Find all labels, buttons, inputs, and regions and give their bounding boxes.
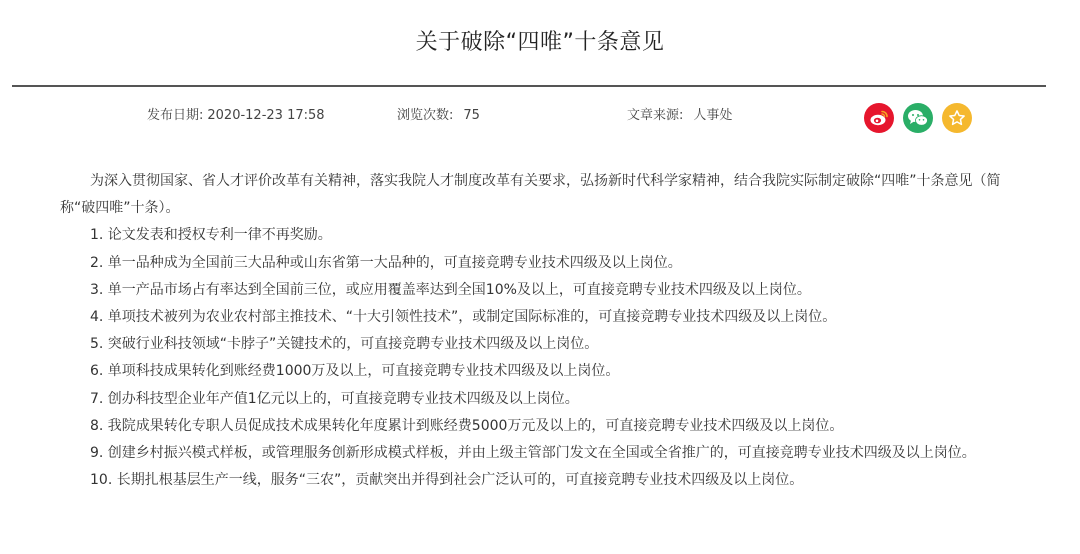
list-item: 2. 单一品种成为全国前三大品种或山东省第一大品种的，可直接竞聘专业技术四级及以上岗位。: [90, 254, 682, 271]
view-count-value: 75: [463, 108, 480, 123]
view-count: [397, 106, 480, 126]
article-source: [627, 106, 732, 126]
view-count-label: 浏览次数:: [397, 108, 454, 123]
list-item: 8. 我院成果转化专职人员促成技术成果转化年度累计到账经费5000万元及以上的，可直接竞聘专业技术四级及以上岗位。: [90, 417, 844, 434]
publish-date: [147, 106, 325, 126]
publish-date-label: 发布日期:: [147, 108, 204, 123]
list-item: 10. 长期扎根基层生产一线，服务“三农”，贡献突出并得到社会广泛认可的，可直接竞聘专业技术四级及以上岗位。: [90, 472, 804, 489]
article-source-value: 人事处: [693, 108, 733, 123]
publish-date-value: 2020-12-23 17:58: [207, 108, 325, 123]
list-item: 9. 创建乡村振兴模式样板，或管理服务创新形成模式样板，并由上级主管部门发文在全国或全省推广的，可直接竞聘专业技术四级及以上岗位。: [90, 445, 976, 462]
wechat-share-button[interactable]: [903, 103, 933, 133]
favorite-star-icon: [948, 109, 966, 127]
weibo-share-button[interactable]: [864, 103, 894, 133]
article-source-label: 文章来源:: [627, 108, 684, 123]
weibo-share-icon: [869, 109, 889, 127]
intro-paragraph: 为深入贯彻国家、省人才评价改革有关精神，落实我院人才制度改革有关要求，弘扬新时代科学家精神，结合我院实际制定破除“四唯”十条意见（简称“破四唯”十条）。: [60, 173, 1001, 217]
list-item: 4. 单项技术被列为农业农村部主推技术、“十大引领性技术”，或制定国际标准的，可直接竞聘专业技术四级及以上岗位。: [90, 309, 837, 326]
wechat-share-icon: [907, 109, 929, 127]
list-item: 1. 论文发表和授权专利一律不再奖励。: [90, 227, 332, 244]
list-item: 3. 单一产品市场占有率达到全国前三位，或应用覆盖率达到全国10%及以上，可直接竞聘专业技术四级及以上岗位。: [90, 281, 811, 298]
article-body: [60, 168, 1005, 494]
article-title: 关于破除“四唯”十条意见: [415, 30, 665, 55]
list-item: 5. 突破行业科技领域“卡脖子”关键技术的，可直接竞聘专业技术四级及以上岗位。: [90, 336, 599, 353]
list-item: 6. 单项科技成果转化到账经费1000万及以上，可直接竞聘专业技术四级及以上岗位。: [90, 363, 620, 380]
favorite-button[interactable]: [942, 103, 972, 133]
list-item: 7. 创办科技型企业年产值1亿元以上的，可直接竞聘专业技术四级及以上岗位。: [90, 390, 579, 407]
title-divider: [12, 85, 1046, 87]
